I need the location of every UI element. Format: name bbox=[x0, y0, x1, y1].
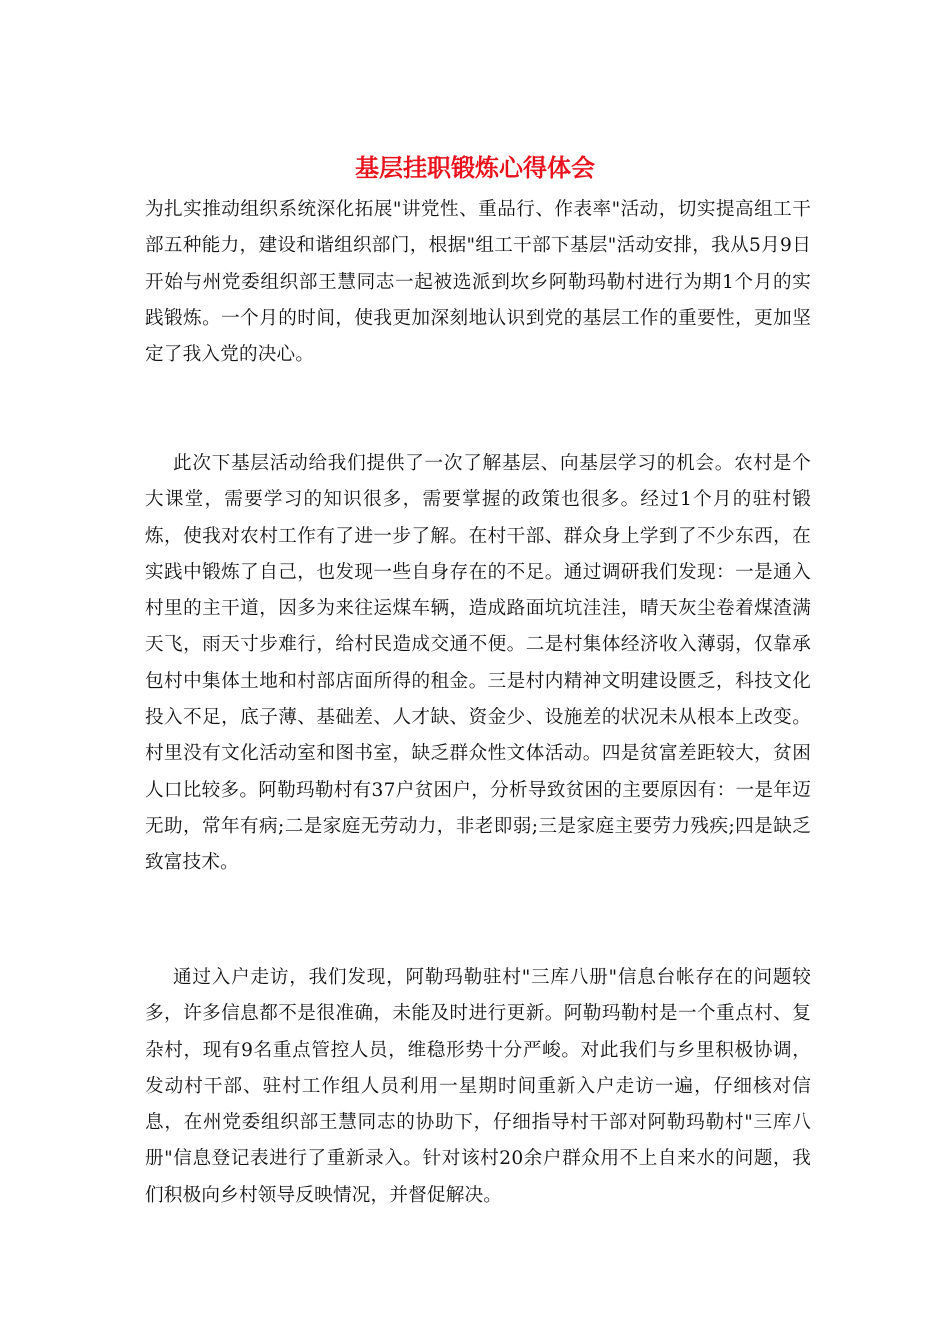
document-title: 基层挂职锻炼心得体会 bbox=[355, 153, 595, 182]
paragraph-findings: 此次下基层活动给我们提供了一次了解基层、向基层学习的机会。农村是个大课堂，需要学习的知识很多，需要掌握的政策也很多。经过1个月的驻村锻炼，使我对农村工作有了进一步了解。在村干部、群众身上学到了不少东西，在实践中锻炼了自己，也发现一些自身存在的不足。通过调研我们发现：一是通入村里的主干道，因多为来往运煤车辆，造成路面坑坑洼洼，晴天灰尘卷着煤渣满天飞，雨天寸步难行，给村民造成交通不便。二是村集体经济收入薄弱，仅靠承包村中集体土地和村部店面所得的租金。三是村内精神文明建设匮乏，科技文化投入不足，底子薄、基础差、人才缺、资金少、设施差的状况未从根本上改变。村里没有文化活动室和图书室，缺乏群众性文体活动。四是贫富差距较大，贫困人口比较多。阿勒玛勒村有37户贫困户，分析导致贫困的主要原因有：一是年迈无助，常年有病;二是家庭无劳动力，非老即弱;三是家庭主要劳力残疾;四是缺乏致富技术。 bbox=[145, 453, 811, 874]
paragraph-intro: 为扎实推动组织系统深化拓展"讲党性、重品行、作表率"活动，切实提高组工干部五种能力，建设和谐组织部门，根据"组工干部下基层"活动安排，我从5月9日开始与州党委组织部王慧同志一起被选派到坎乡阿勒玛勒村进行为期1个月的实践锻炼。一个月的时间，使我更加深刻地认识到党的基层工作的重要性，更加坚定了我入党的决心。 bbox=[145, 199, 811, 366]
paragraph-visits: 通过入户走访，我们发现，阿勒玛勒驻村"三库八册"信息台帐存在的问题较多，许多信息都不是很准确，未能及时进行更新。阿勒玛勒村是一个重点村、复杂村，现有9名重点管控人员，维稳形势十分严峻。对此我们与乡里积极协调，发动村干部、驻村工作组人员利用一星期时间重新入户走访一遍，仔细核对信息，在州党委组织部王慧同志的协助下，仔细指导村干部对阿勒玛勒村"三库八册"信息登记表进行了重新录入。针对该村20余户群众用不上自来水的问题，我们积极向乡村领导反映情况，并督促解决。 bbox=[145, 967, 811, 1206]
